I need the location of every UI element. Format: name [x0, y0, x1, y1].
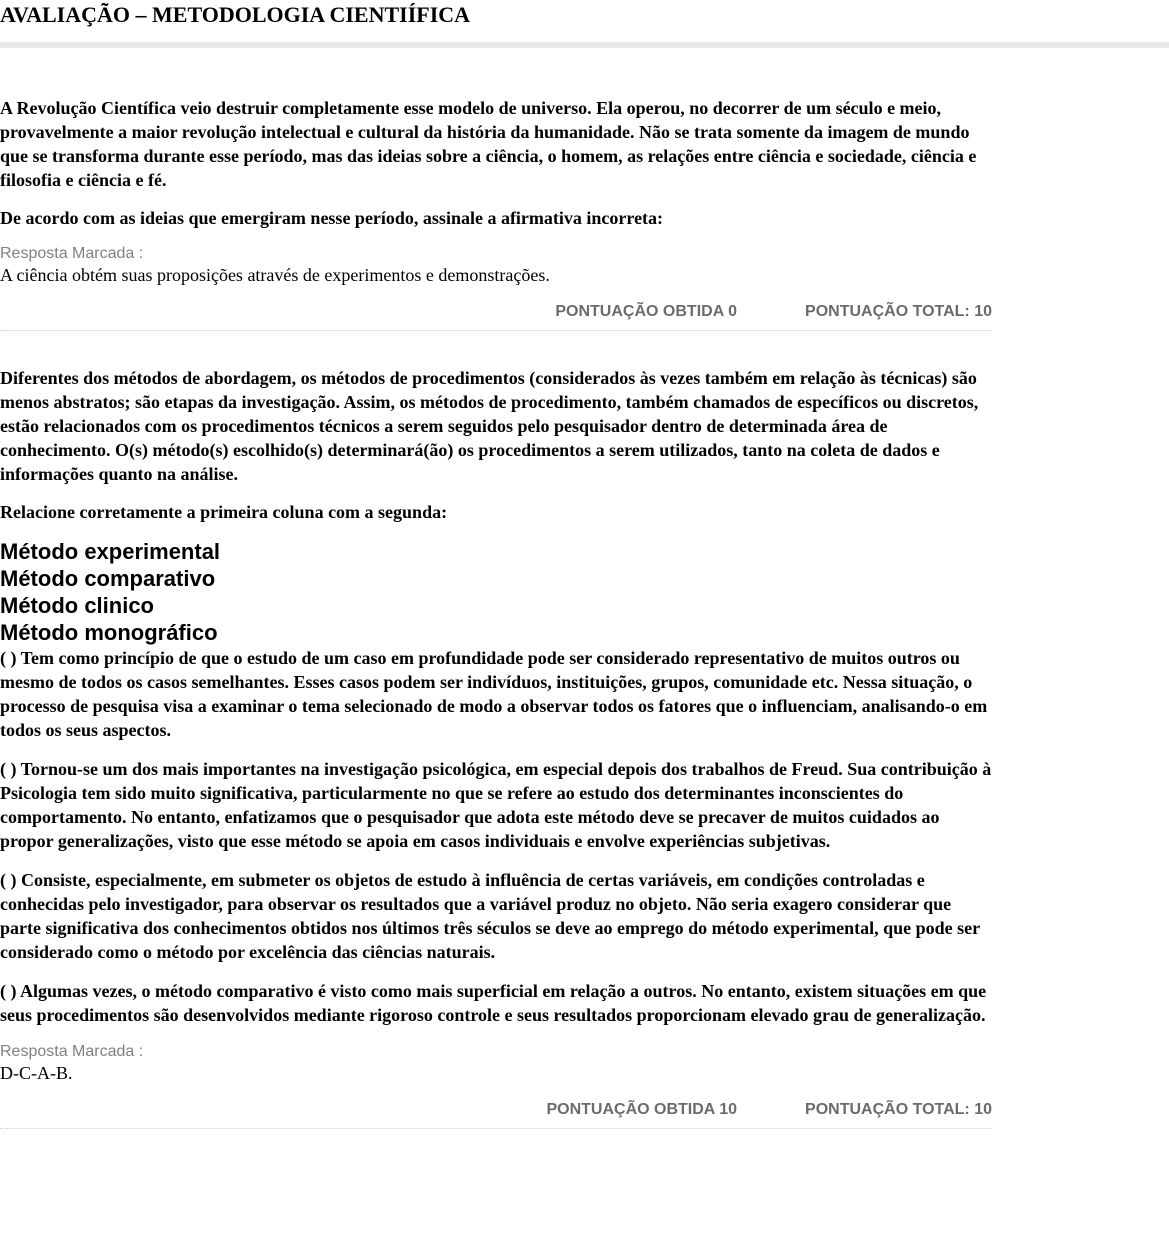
- score-obtained: PONTUAÇÃO OBTIDA 0: [555, 303, 737, 320]
- method-item: Método clinico: [0, 593, 154, 618]
- question-2-score: [0, 1098, 992, 1128]
- answer-label: Resposta Marcada :: [0, 245, 144, 262]
- question-1-statement: A Revolução Científica veio destruir completamente esse modelo de universo. Ela operou, no decorrer de um século e meio, provavelmente a maior revolução intelectual e cultural da história da humanidade. Não se trata somente da imagem de mundo que se transforma durante esse período, mas das ideias sobre a ciência, o homem, as relações entre ciência e sociedade, ciência e filosofia e ciência e fé.: [0, 98, 977, 190]
- question-divider: [0, 1128, 992, 1129]
- question-2-statement: Diferentes dos métodos de abordagem, os métodos de procedimentos (considerados às vezes também em relação às técnicas) são menos abstratos; são etapas da investigação. Assim, os métodos de procedimento, também chamados de específicos ou discretos, estão relacionados com os procedimentos técnicos a serem seguidos pelo pesquisador dentro de determinada área de conhecimento. O(s) método(s) escolhido(s) determinará(ão) os procedimentos a serem utilizados, tanto na coleta de dados e informações quanto na análise.: [0, 368, 979, 484]
- question-2-prompt: Relacione corretamente a primeira coluna com a segunda:: [0, 502, 448, 522]
- score-total: PONTUAÇÃO TOTAL: 10: [805, 1101, 992, 1118]
- method-list: [0, 538, 992, 646]
- page-title: AVALIAÇÃO – METODOLOGIA CIENTIÍFICA: [0, 2, 471, 27]
- answer-label: Resposta Marcada :: [0, 1043, 144, 1060]
- question-2-answer: [0, 1042, 992, 1084]
- method-item: Método experimental: [0, 539, 221, 564]
- score-total: PONTUAÇÃO TOTAL: 10: [805, 303, 992, 320]
- question-divider: [0, 330, 992, 331]
- question-1-answer: [0, 244, 992, 286]
- score-obtained: PONTUAÇÃO OBTIDA 10: [546, 1101, 737, 1118]
- option-item: ( ) Tornou-se um dos mais importantes na investigação psicológica, em especial depois dos trabalhos de Freud. Sua contribuição à Psicologia tem sido muito significativa, particularmente no que se refere ao estudo dos determinantes inconscientes do comportamento. No entanto, enfatizamos que o pesquisador que adota este método deve se precaver de muitos cuidados ao propor generalizações, visto que esse método se apoia em casos individuais e envolve experiências subjetivas.: [0, 759, 992, 851]
- question-2: [0, 366, 992, 1129]
- title-divider: [0, 42, 1169, 48]
- question-1: [0, 96, 992, 331]
- question-1-prompt: De acordo com as ideias que emergiram nesse período, assinale a afirmativa incorreta:: [0, 208, 664, 228]
- answer-text: D-C-A-B.: [0, 1063, 73, 1083]
- answer-text: A ciência obtém suas proposições através de experimentos e demonstrações.: [0, 265, 550, 285]
- option-item: ( ) Tem como princípio de que o estudo de um caso em profundidade pode ser considerado representativo de muitos outros ou mesmo de todos os casos semelhantes. Esses casos podem ser indivíduos, instituições, grupos, comunidade etc. Nessa situação, o processo de pesquisa visa a examinar o tema selecionado de modo a observar todos os fatores que o influenciam, analisando-o em todos os seus aspectos.: [0, 648, 988, 740]
- method-item: Método monográfico: [0, 620, 218, 645]
- question-1-score: [0, 300, 992, 330]
- option-item: ( ) Consiste, especialmente, em submeter os objetos de estudo à influência de certas variáveis, em condições controladas e conhecidas pelo investigador, para observar os resultados que a variável produz no objeto. Não seria exagero considerar que parte significativa dos conhecimentos obtidos nos últimos três séculos se deve ao emprego do método experimental, que pode ser considerado como o método por excelência das ciências naturais.: [0, 870, 980, 962]
- option-item: ( ) Algumas vezes, o método comparativo é visto como mais superficial em relação a outros. No entanto, existem situações em que seus procedimentos são desenvolvidos mediante rigoroso controle e seus resultados proporcionam elevado grau de generalização.: [0, 981, 987, 1025]
- method-item: Método comparativo: [0, 566, 216, 591]
